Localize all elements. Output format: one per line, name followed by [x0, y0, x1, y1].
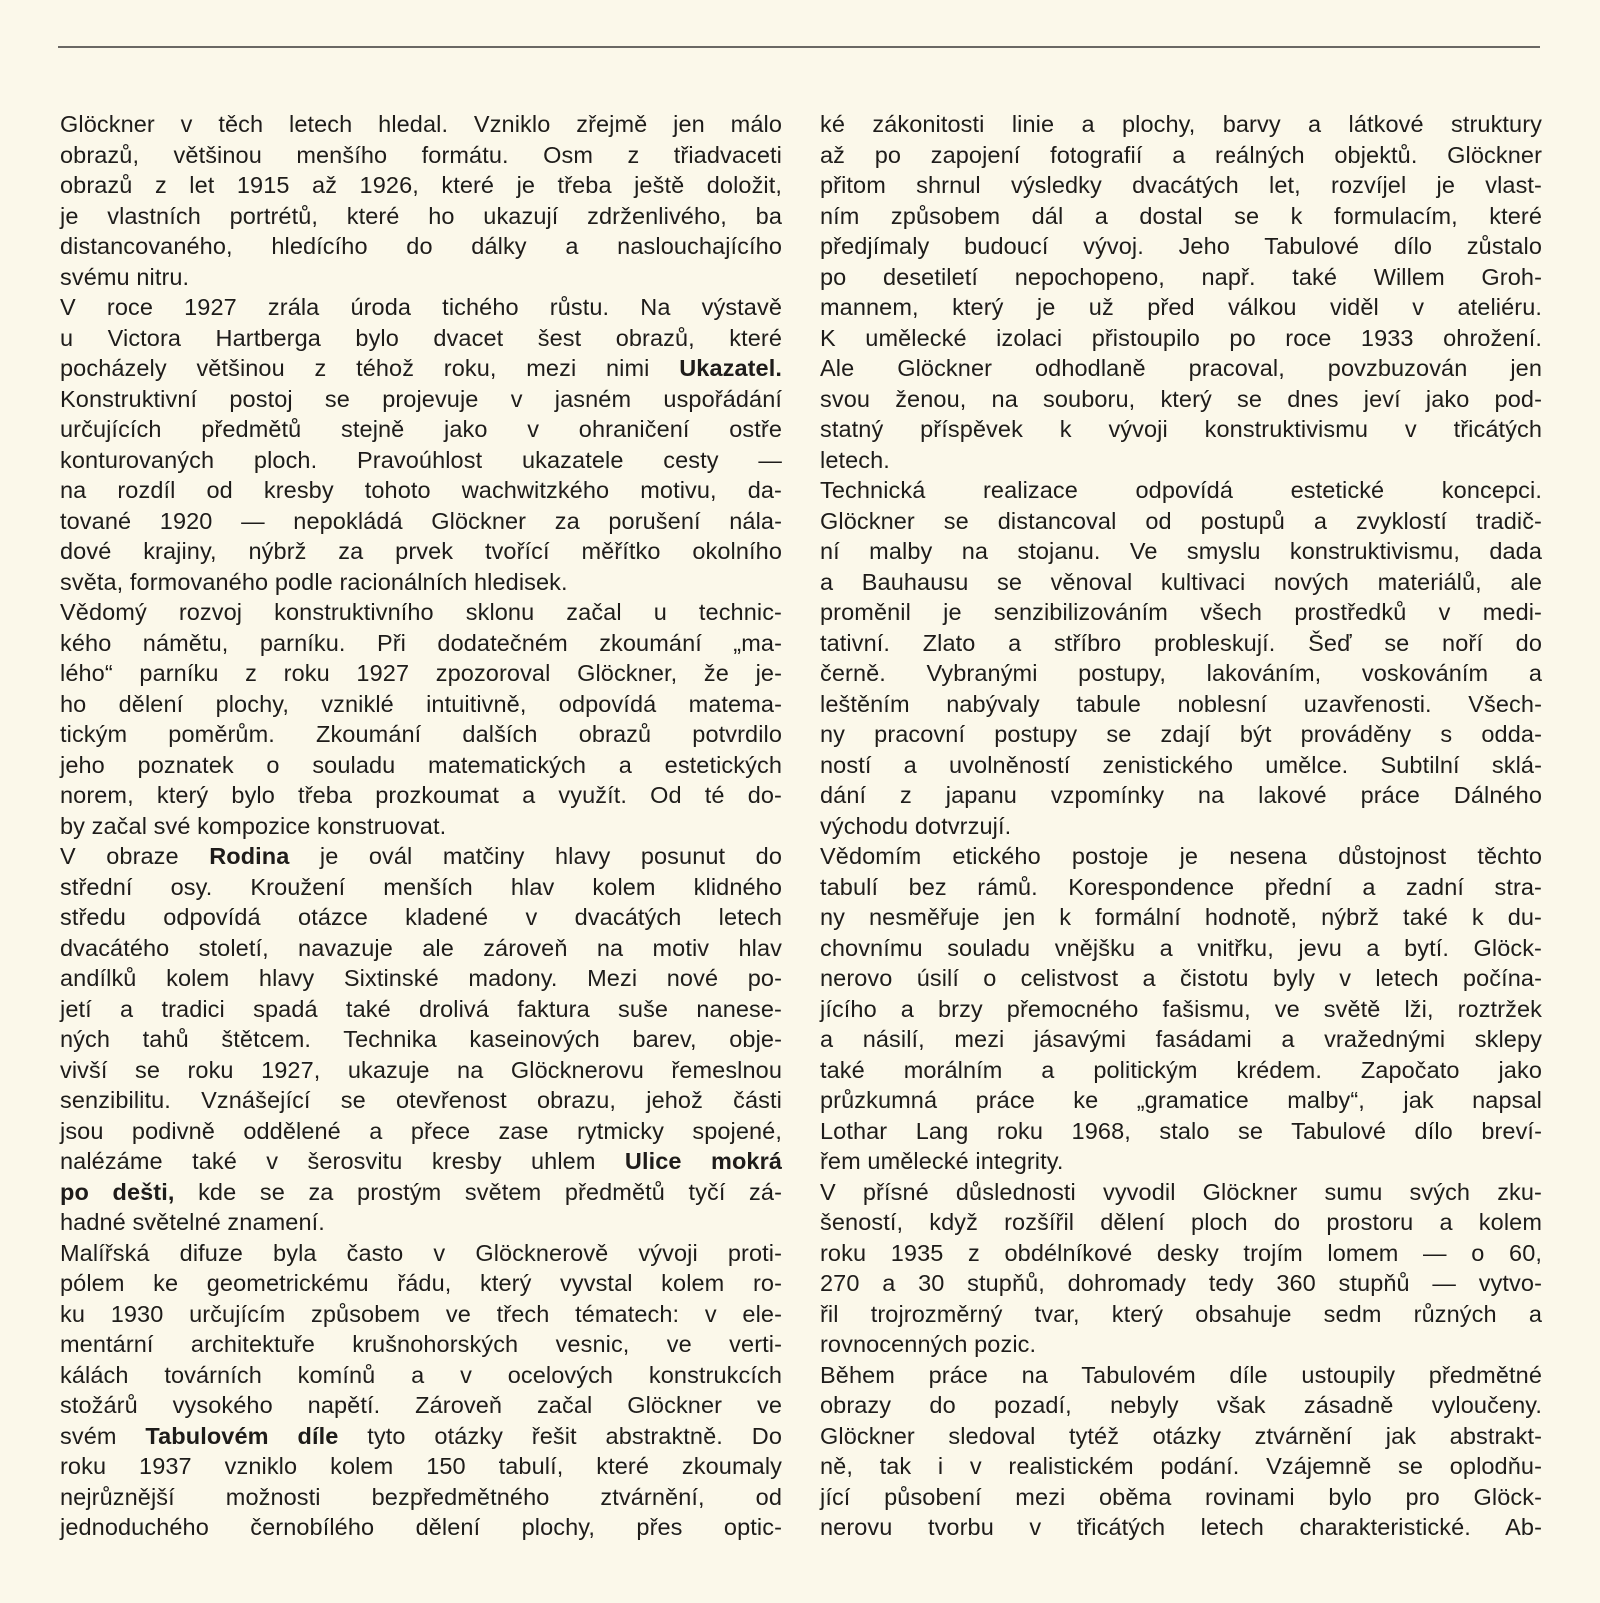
text-line: středu odpovídá otázce kladené v dvacátých letech — [60, 904, 782, 930]
text-line: hadné světelné znamení. — [60, 1209, 325, 1235]
text-line: Technická realizace odpovídá estetické koncepci. — [820, 477, 1542, 503]
text-segment: tyto otázky řešit abstraktně. Do — [338, 1422, 782, 1449]
text-segment: svém — [60, 1422, 146, 1449]
text-line: ny nesměřuje jen k formální hodnotě, nýbrž také k du- — [820, 904, 1542, 930]
text-line: Glöckner v těch letech hledal. Vzniklo zřejmě jen málo — [60, 111, 782, 137]
text-line: dové krajiny, nýbrž za prvek tvořící měřítko okolního — [60, 538, 782, 564]
text-line — [60, 1421, 782, 1452]
text-line: jeho poznatek o souladu matematických a estetických — [60, 751, 782, 778]
text-line: rovnocenných pozic. — [820, 1331, 1037, 1357]
text-line: světa, formovaného podle racionálních hledisek. — [60, 568, 568, 595]
text-segment: pocházely většinou z téhož roku, mezi nimi — [60, 355, 680, 381]
text-line — [60, 841, 782, 872]
artwork-title: Ukazatel. — [679, 355, 782, 381]
text-line: norem, který bylo třeba prozkoumat a využít. Od té do- — [60, 782, 782, 808]
text-line: ny pracovní postupy se zdají být prováděny s odda- — [820, 721, 1542, 747]
text-column-left — [60, 109, 782, 1543]
text-line: pólem ke geometrickému řádu, který vyvstal kolem ro- — [60, 1270, 782, 1296]
text-line: také morálním a politickým krédem. Započato jako — [820, 1056, 1542, 1083]
text-column-right — [820, 109, 1542, 1543]
text-line: ných tahů štětcem. Technika kaseinových barev, obje- — [60, 1026, 782, 1052]
text-line: roku 1937 vzniklo kolem 150 tabulí, které zkoumaly — [60, 1453, 782, 1479]
text-line — [60, 1146, 782, 1177]
text-line: mannem, který je už před válkou viděl v ateliéru. — [820, 294, 1542, 320]
paragraph — [60, 109, 782, 292]
text-line: obrazy do pozadí, nebyly však zásadně vyloučeny. — [820, 1392, 1542, 1418]
paragraph — [820, 1177, 1542, 1360]
text-line: jsou podivně oddělené a přece zase rytmicky spojené, — [60, 1117, 782, 1144]
text-line: ní malby na stojanu. Ve smyslu konstruktivismu, dada — [820, 538, 1542, 564]
text-line: ku 1930 určujícím způsobem ve třech tématech: v ele- — [60, 1300, 782, 1327]
text-line: vivší se roku 1927, ukazuje na Glöcknerovu řemeslnou — [60, 1056, 782, 1083]
text-line: východu dotvrzují. — [820, 812, 1012, 839]
artwork-title: Tabulovém díle — [145, 1422, 339, 1449]
text-line: ností a uvolněností zenistického umělce. Subtilní sklá- — [820, 751, 1542, 778]
text-line: jící působení mezi oběma rovinami bylo pro Glöck- — [820, 1483, 1542, 1510]
paragraph — [60, 1238, 782, 1543]
text-line: jícího a brzy přemocného fašismu, ve světě lži, roztržek — [820, 995, 1542, 1022]
text-line: Glöckner sledoval tytéž otázky ztvárnění jak abstrakt- — [820, 1422, 1542, 1449]
paragraph — [820, 1360, 1542, 1543]
text-line: řem umělecké integrity. — [820, 1148, 1064, 1174]
text-line: ho dělení plochy, vzniklé intuitivně, odpovídá matema- — [60, 690, 782, 717]
header-rule — [58, 46, 1540, 48]
text-line: V přísné důslednosti vyvodil Glöckner sumu svých zku- — [820, 1178, 1542, 1205]
text-line: po desetiletí nepochopeno, např. také Willem Groh- — [820, 263, 1542, 290]
text-line: a Bauhausu se věnoval kultivaci nových materiálů, ale — [820, 568, 1542, 595]
text-line: ké zákonitosti linie a plochy, barvy a látkové struktury — [820, 111, 1542, 137]
text-line: andílků kolem hlavy Sixtinské madony. Mezi nové po- — [60, 965, 782, 991]
text-line: dání z japanu vzpomínky na lakové práce Dálného — [820, 782, 1542, 808]
text-line — [60, 353, 782, 384]
text-line: V roce 1927 zrála úroda tichého růstu. Na výstavě — [60, 294, 782, 320]
text-line: mentární architektuře krušnohorských vesnic, ve verti- — [60, 1331, 782, 1357]
text-line: svému nitru. — [60, 263, 190, 290]
text-line: stožárů vysokého napětí. Zároveň začal Glöckner ve — [60, 1392, 782, 1418]
text-line: dvacátého století, navazuje ale zároveň na motiv hlav — [60, 934, 782, 961]
text-segment: je ovál matčiny hlavy posunut do — [289, 843, 782, 869]
text-line: lého“ parníku z roku 1927 zpozoroval Glöckner, že je- — [60, 660, 782, 686]
text-line: Vědomý rozvoj konstruktivního sklonu začal u technic- — [60, 599, 782, 625]
artwork-title: Ulice mokrá — [624, 1148, 782, 1174]
paragraph — [60, 292, 782, 597]
text-line: Lothar Lang roku 1968, stalo se Tabulové dílo breví- — [820, 1117, 1542, 1144]
text-line: a násilí, mezi jásavými fasádami a vražednými sklepy — [820, 1026, 1542, 1052]
text-line: kálách továrních komínů a v ocelových konstrukcích — [60, 1361, 782, 1388]
text-line: černě. Vybranými postupy, lakováním, voskováním a — [820, 660, 1542, 686]
text-line: řil trojrozměrný tvar, který obsahuje sedm různých a — [820, 1300, 1542, 1327]
text-line: jetí a tradici spadá také drolivá faktura suše nanese- — [60, 995, 782, 1022]
text-line: tativní. Zlato a stříbro probleskují. Šeď se noří do — [820, 629, 1542, 656]
text-line: přitom shrnul výsledky dvacátých let, rozvíjel je vlast- — [820, 172, 1542, 198]
text-segment: kde se za prostým světem předmětů tyčí zá- — [174, 1178, 782, 1205]
text-line: šeností, když rozšířil dělení ploch do prostoru a kolem — [820, 1209, 1542, 1235]
text-line: 270 a 30 stupňů, dohromady tedy 360 stupňů — vytvo- — [820, 1270, 1542, 1296]
text-line: nerovo úsilí o celistvost a čistotu byly v letech počína- — [820, 965, 1542, 991]
text-segment: nalézáme také v šerosvitu kresby uhlem — [60, 1148, 625, 1174]
text-line: u Victora Hartberga bylo dvacet šest obrazů, které — [60, 324, 782, 351]
text-line: tabulí bez rámů. Korespondence přední a zadní stra- — [820, 873, 1542, 900]
text-line: distancovaného, hledícího do dálky a naslouchajícího — [60, 233, 782, 259]
artwork-title: Rodina — [209, 843, 290, 869]
text-line: chovnímu souladu vnějšku a vnitřku, jevu a bytí. Glöck- — [820, 934, 1542, 961]
text-line: předjímaly budoucí vývoj. Jeho Tabulové dílo zůstalo — [820, 233, 1542, 259]
text-line: průzkumná práce ke „gramatice malby“, jak napsal — [820, 1087, 1542, 1113]
text-line: kého námětu, parníku. Při dodatečném zkoumání „ma- — [60, 629, 782, 656]
artwork-title: po dešti, — [60, 1178, 175, 1205]
text-line: by začal své kompozice konstruovat. — [60, 812, 447, 839]
text-segment: V obraze — [60, 843, 210, 869]
text-line: proměnil je senzibilizováním všech prostředků v medi- — [820, 599, 1542, 625]
text-line: Konstruktivní postoj se projevuje v jasném uspořádání — [60, 385, 782, 412]
text-line: je vlastních portrétů, které ho ukazují zdrženlivého, ba — [60, 202, 782, 229]
paragraph — [60, 841, 782, 1238]
text-line: senzibilitu. Vznášející se otevřenost obrazu, jehož části — [60, 1087, 782, 1113]
text-line: na rozdíl od kresby tohoto wachwitzkého motivu, da- — [60, 477, 782, 503]
text-line: svou ženou, na souboru, který se dnes jeví jako pod- — [820, 385, 1542, 412]
text-line: Během práce na Tabulovém díle ustoupily předmětné — [820, 1361, 1542, 1388]
text-line: nerovu tvorbu v třicátých letech charakteristické. Ab- — [820, 1514, 1542, 1540]
text-line: K umělecké izolaci přistoupilo po roce 1933 ohrožení. — [820, 324, 1542, 351]
text-line — [60, 1177, 782, 1208]
text-line: konturovaných ploch. Pravoúhlost ukazatele cesty — — [60, 446, 782, 473]
text-line: obrazů z let 1915 až 1926, které je třeba ještě doložit, — [60, 172, 782, 198]
text-line: ně, tak i v realistickém podání. Vzájemně se oplodňu- — [820, 1453, 1542, 1479]
paragraph — [820, 109, 1542, 475]
paragraph — [820, 841, 1542, 1177]
text-line: Glöckner se distancoval od postupů a zvyklostí tradič- — [820, 507, 1542, 534]
text-line: jednoduchého černobílého dělení plochy, přes optic- — [60, 1514, 782, 1540]
text-line: roku 1935 z obdélníkové desky trojím lomem — o 60, — [820, 1239, 1542, 1266]
text-line: tované 1920 — nepokládá Glöckner za porušení nála- — [60, 507, 782, 534]
text-line: určujících předmětů stejně jako v ohraničení ostře — [60, 416, 782, 442]
text-line: obrazů, většinou menšího formátu. Osm z třiadvaceti — [60, 141, 782, 168]
text-line: až po zapojení fotografií a reálných objektů. Glöckner — [820, 141, 1542, 168]
text-line: Ale Glöckner odhodlaně pracoval, povzbuzován jen — [820, 355, 1542, 381]
text-line: Vědomím etického postoje je nesena důstojnost těchto — [820, 843, 1542, 869]
text-line: leštěním nabývaly tabule noblesní uzavřenosti. Všech- — [820, 690, 1542, 717]
text-line: statný příspěvek k vývoji konstruktivismu v třicátých — [820, 416, 1542, 442]
text-line: nejrůznější možnosti bezpředmětného ztvárnění, od — [60, 1483, 782, 1510]
text-line: tickým poměrům. Zkoumání dalších obrazů potvrdilo — [60, 721, 782, 747]
text-line: Malířská difuze byla často v Glöcknerově vývoji proti- — [60, 1239, 782, 1266]
text-line: letech. — [820, 446, 890, 473]
text-line: ním způsobem dál a dostal se k formulacím, které — [820, 202, 1542, 229]
paragraph — [60, 597, 782, 841]
text-line: střední osy. Kroužení menších hlav kolem klidného — [60, 873, 782, 900]
paragraph — [820, 475, 1542, 841]
